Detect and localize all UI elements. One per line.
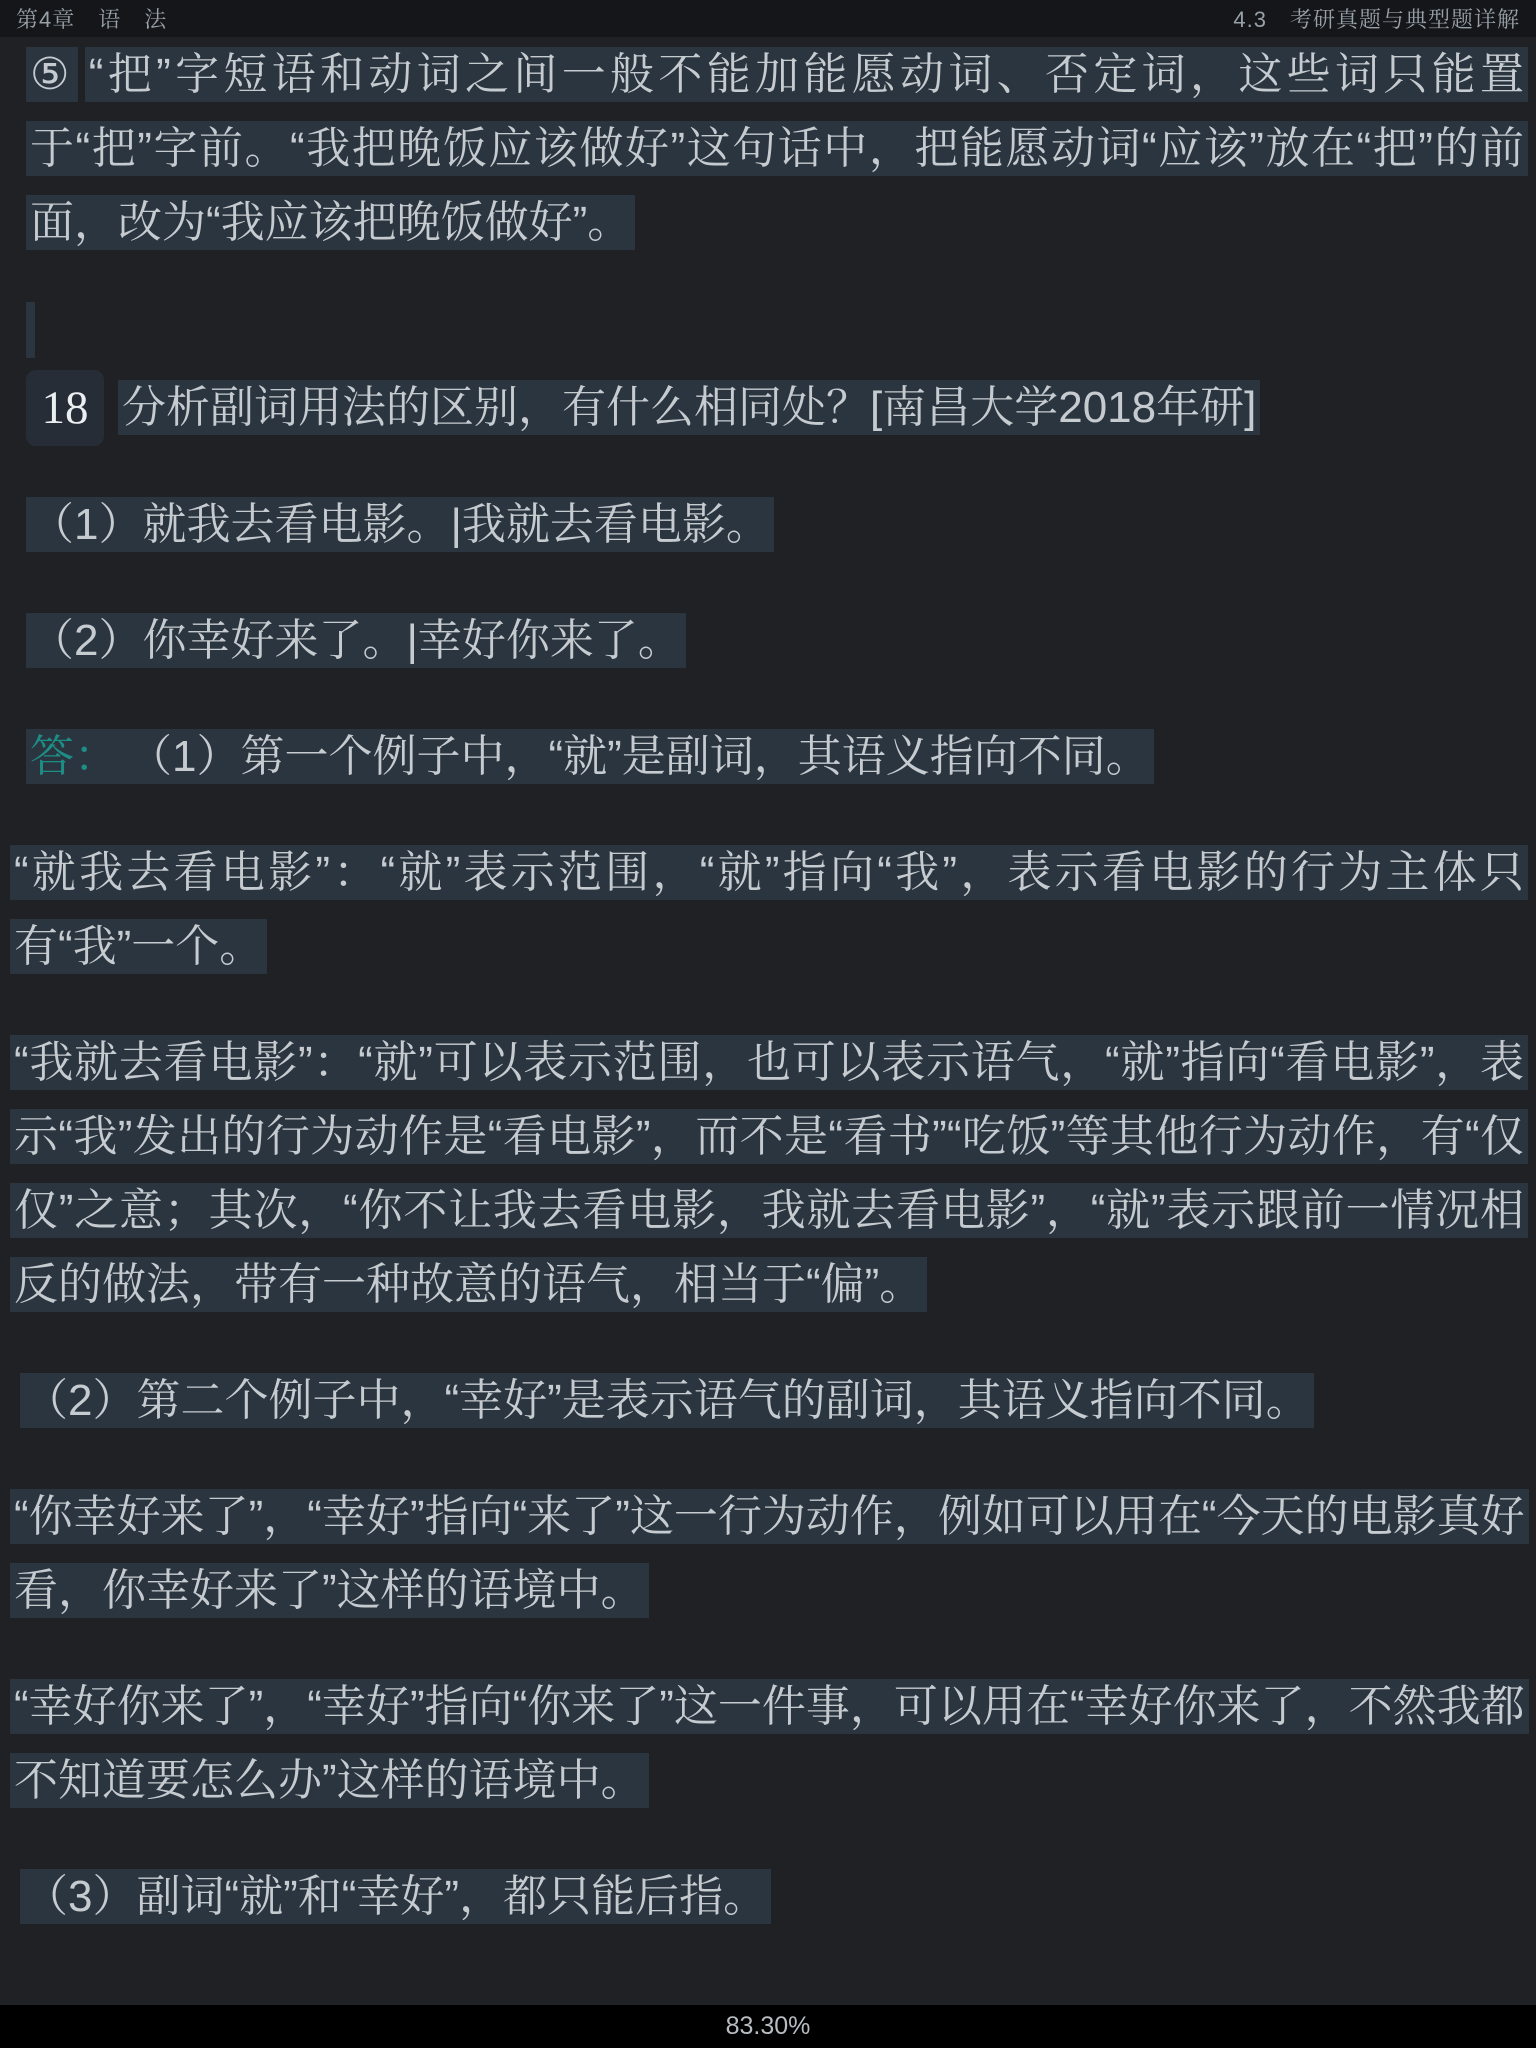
answer-label: 答： [30,732,118,781]
highlighted-text[interactable]: “我就去看电影”：“就”可以表示范围，也可以表示语气，“就”指向“看电影”，表示“我”发出的行为动作是“看电影”，而不是“看书”“吃饭”等其他行为动作，有“仅仅”之意；其次，“你不让我去看电影，我就去看电影”，“就”表示跟前一情况相反的做法，带有一种故意的语气，相当于“偏”。 [10,1035,1528,1312]
highlighted-text[interactable]: “幸好你来了”，“幸好”指向“你来了”这一件事，可以用在“幸好你来了，不然我都不知道要怎么办”这样的语境中。 [10,1679,1529,1808]
highlighted-text[interactable]: （2）你幸好来了。|幸好你来了。 [26,613,686,668]
reader-content[interactable] [0,37,1536,2005]
example-sentence-2 [26,604,1528,678]
answer-paragraph-1 [26,720,1528,794]
highlighted-text[interactable]: （3）副词“就”和“幸好”，都只能后指。 [20,1869,771,1924]
reader-header [0,0,1536,37]
answer-paragraph-4 [20,1364,1528,1438]
section-title: 4.3 考研真题与典型题详解 [1233,7,1520,32]
highlighted-text[interactable]: （1）就我去看电影。|我就去看电影。 [26,497,774,552]
progress-percent: 83.30% [725,2012,811,2040]
highlighted-text[interactable]: “就我去看电影”：“就”表示范围，“就”指向“我”，表示看电影的行为主体只有“我”一个。 [10,845,1528,974]
answer-paragraph-3 [10,1026,1528,1322]
grammar-item-5 [26,38,1528,260]
answer-paragraph-2 [10,836,1528,984]
answer-paragraph-5 [10,1480,1528,1628]
empty-selection-bar[interactable] [26,302,35,358]
example-sentence-1 [26,488,1528,562]
question-row [26,370,1528,446]
highlighted-text[interactable]: （1）第一个例子中，“就”是副词，其语义指向不同。 [150,732,1150,781]
answer-paragraph-6 [10,1670,1528,1818]
highlighted-text[interactable]: “你幸好来了”，“幸好”指向“来了”这一行为动作，例如可以用在“今天的电影真好看，你幸好来了”这样的语境中。 [10,1489,1529,1618]
question-text[interactable]: 分析副词用法的区别，有什么相同处？[南昌大学2018年研] [118,380,1260,435]
progress-footer [0,2005,1536,2048]
highlighted-text[interactable]: “把”字短语和动词之间一般不能加能愿动词、否定词，这些词只能置于“把”字前。“我把晚饭应该做好”这句话中，把能愿动词“应该”放在“把”的前面，改为“我应该把晚饭做好”。 [26,47,1528,250]
answer-paragraph-7 [20,1860,1528,1934]
highlighted-text[interactable]: （2）第二个例子中，“幸好”是表示语气的副词，其语义指向不同。 [20,1373,1314,1428]
question-number-badge: 18 [26,370,104,446]
item-marker-highlight[interactable]: ⑤ [26,47,78,102]
chapter-title: 第4章 语 法 [16,7,168,32]
